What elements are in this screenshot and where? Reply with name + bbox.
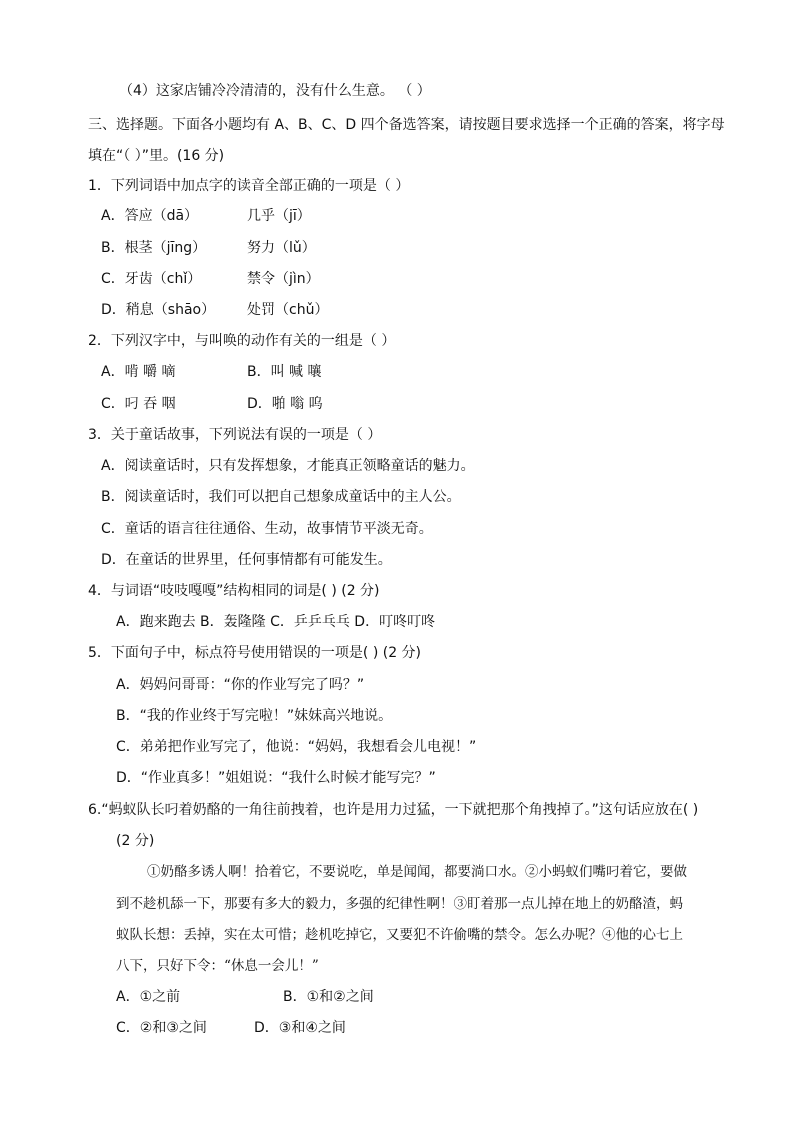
q1-option-c-word2: 禁令（jìn） [247,271,320,287]
q1-option-b-word2: 努力（lǔ） [247,240,316,256]
q2-option-d: D．啪 嗡 呜 [247,396,323,412]
q1-option-d-word2: 处罚（chǔ） [247,302,329,318]
q6-option-b: B．①和②之间 [283,989,374,1005]
q1-option-b: B．根茎（jīng） [101,240,207,256]
q6-option-c: C．②和③之间 [116,1020,207,1036]
q3-option-d: D．在童话的世界里，任何事情都有可能发生。 [101,552,392,568]
q5-option-a: A．妈妈问哥哥：“你的作业写完了吗？” [116,677,365,693]
q3-option-b: B．阅读童话时，我们可以把自己想象成童话中的主人公。 [101,489,461,505]
question-3: 3．关于童话故事，下列说法有误的一项是（ ） [88,427,382,443]
question-5: 5．下面句子中，标点符号使用错误的一项是( ) (2 分) [88,645,422,661]
passage-line-2: 到不趁机舔一下，那要有多大的毅力，多强的纪律性啊！③盯着那一点儿掉在地上的奶酪渣，蚂 [116,896,683,912]
passage-line-4: 八下，只好下令：“休息一会儿！” [116,958,319,974]
q2-option-b: B．叫 喊 嚷 [247,364,322,380]
q4-options: A．跑来跑去 B．轰隆隆 C．乒乒乓乓 D．叮咚叮咚 [116,614,436,630]
question-1: 1．下列词语中加点字的读音全部正确的一项是（ ） [88,178,410,194]
q5-option-c: C．弟弟把作业写完了，他说：“妈妈，我想看会儿电视！” [116,739,477,755]
q1-option-a-word2: 几乎（jī） [247,208,311,224]
q1-option-c: C．牙齿（chǐ） [101,271,202,287]
q1-option-d: D．稍息（shāo） [101,302,216,318]
q3-option-a: A．阅读童话时，只有发挥想象，才能真正领略童话的魅力。 [101,458,475,474]
passage-line-1: ①奶酪多诱人啊！拾着它，不要说吃，单是闻闻，都要淌口水。②小蚂蚁们嘴叼着它，要做 [147,864,687,880]
q5-option-d: D．“作业真多！”姐姐说：“我什么时候才能写完？” [116,770,436,786]
question-6: 6.“蚂蚁队长叼着奶酪的一角往前拽着，也许是用力过猛，一下就把那个角拽掉了。”这句话应放在( ) [88,802,699,818]
q3-option-c: C．童话的语言往往通俗、生动，故事情节平淡无奇。 [101,521,433,537]
q6-option-a: A．①之前 [116,989,181,1005]
section-three-heading: 三、选择题。下面各小题均有 A、B、C、D 四个备选答案，请按题目要求选择一个正确的答案，将字母 [88,117,725,133]
item-4-text: （4）这家店铺冷冷清清的，没有什么生意。 （ ） [119,83,431,99]
section-three-heading-cont: 填在“（ ）”里。(16 分) [88,148,225,164]
q2-option-a: A．啃 嚼 嘀 [101,364,176,380]
passage-line-3: 蚁队长想：丢掉，实在太可惜；趁机吃掉它，又要犯不许偷嘴的禁令。怎么办呢？④他的心七上 [116,927,683,943]
q6-option-d: D．③和④之间 [254,1020,346,1036]
question-2: 2．下列汉字中，与叫唤的动作有关的一组是（ ） [88,333,396,349]
q5-option-b: B．“我的作业终于写完啦！”妹妹高兴地说。 [116,708,393,724]
q2-option-c: C．叼 吞 咽 [101,396,176,412]
question-6-score: (2 分) [116,833,155,849]
question-4: 4．与词语“吱吱嘎嘎”结构相同的词是( ) (2 分) [88,583,380,599]
q1-option-a: A．答应（dā） [101,208,199,224]
